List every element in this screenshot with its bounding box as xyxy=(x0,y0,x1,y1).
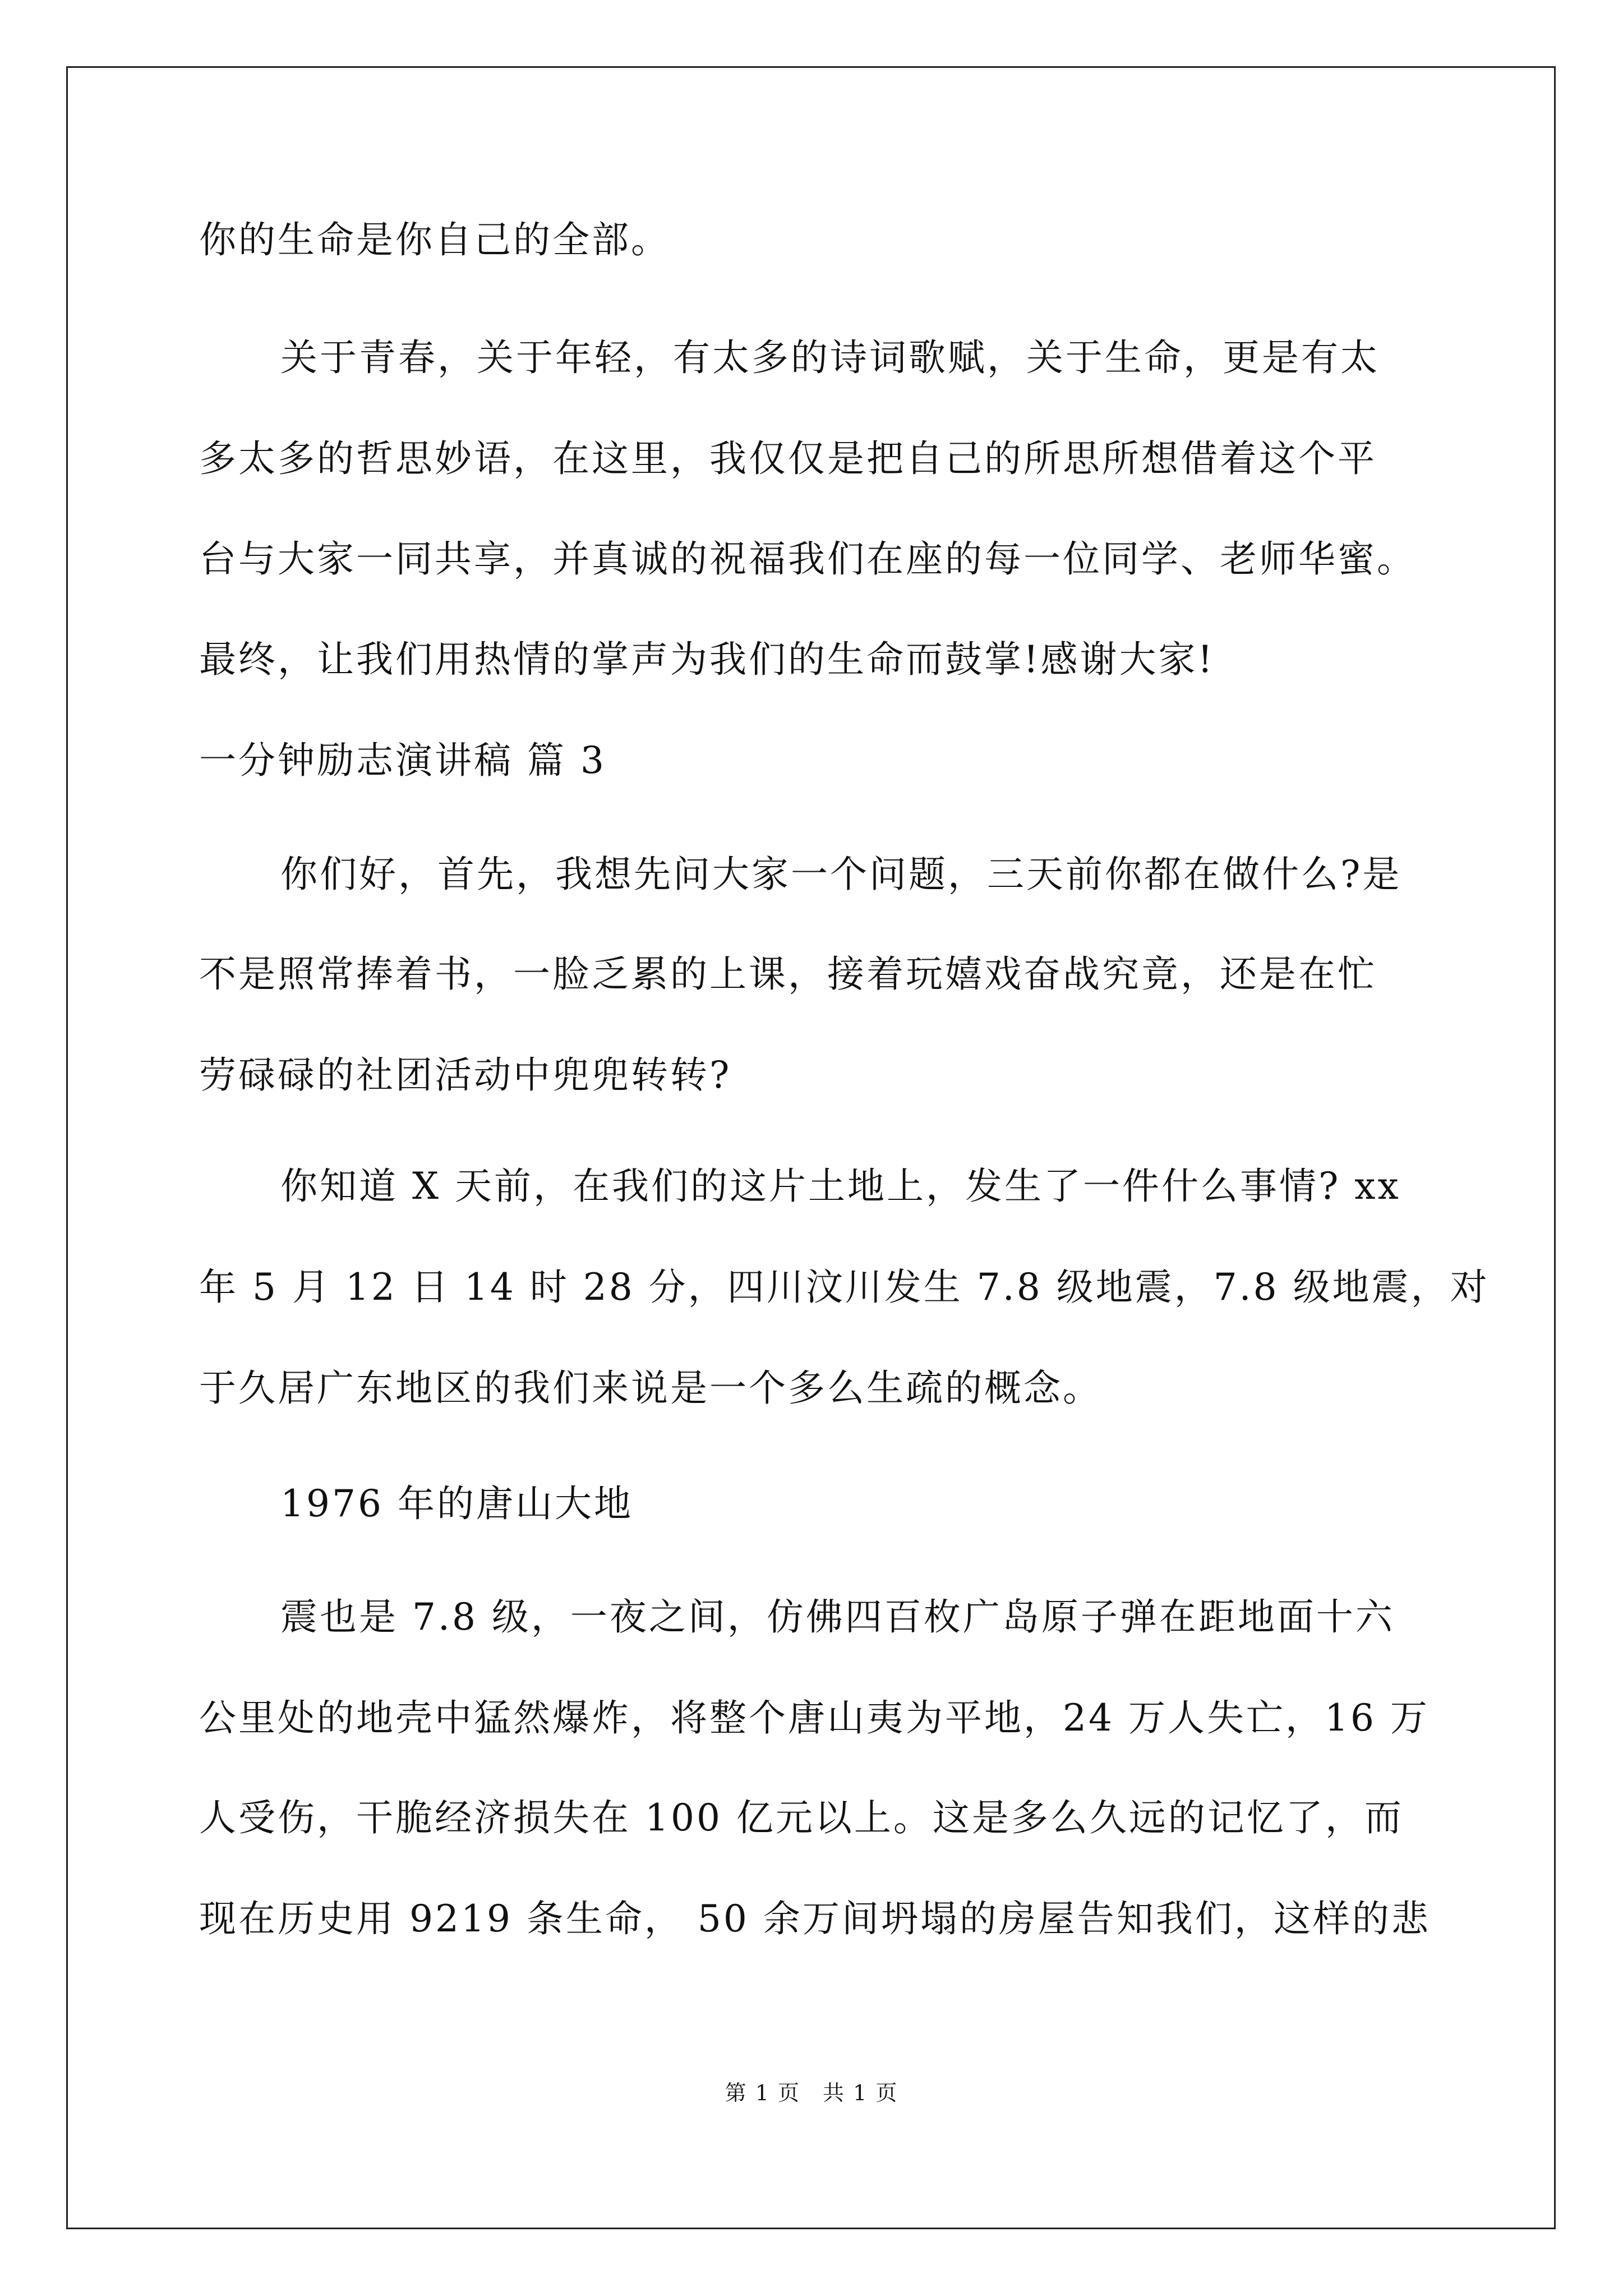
text-line: 你的生命是你自己的全部。 xyxy=(199,218,670,261)
text-line: 台与大家一同共享，并真诚的祝福我们在座的每一位同学、老师华蜜。 xyxy=(199,537,1416,581)
section-heading: 一分钟励志演讲稿 篇 3 xyxy=(199,739,606,782)
text-line: 你知道 X 天前，在我们的这片土地上，发生了一件什么事情? xx xyxy=(280,1165,1401,1208)
text-line: 你们好，首先，我想先问大家一个问题，三天前你都在做什么?是 xyxy=(280,853,1402,896)
text-line: 年 5 月 12 日 14 时 28 分，四川汶川发生 7.8 级地震，7.8 级地震，对 xyxy=(199,1266,1490,1309)
text-line: 最终，让我们用热情的掌声为我们的生命而鼓掌!感谢大家! xyxy=(199,638,1215,681)
text-line: 现在历史用 9219 条生命， 50 余万间坍塌的房屋告知我们，这样的悲 xyxy=(199,1897,1431,1940)
text-line: 关于青春，关于年轻，有太多的诗词歌赋，关于生命，更是有太 xyxy=(280,336,1380,379)
page-number-footer: 第 1 页 共 1 页 xyxy=(725,2081,898,2105)
text-line: 1976 年的唐山大地 xyxy=(280,1482,633,1525)
text-line: 公里处的地壳中猛然爆炸，将整个唐山夷为平地，24 万人失亡，16 万 xyxy=(199,1696,1430,1740)
text-line: 劳碌碌的社团活动中兜兜转转? xyxy=(199,1053,732,1097)
text-line: 于久居广东地区的我们来说是一个多么生疏的概念。 xyxy=(199,1366,1102,1410)
text-line: 多太多的哲思妙语，在这里，我仅仅是把自己的所思所想借着这个平 xyxy=(199,437,1377,480)
text-line: 人受伤，干脆经济损失在 100 亿元以上。这是多么久远的记忆了，而 xyxy=(199,1796,1404,1839)
text-line: 不是照常捧着书，一脸乏累的上课，接着玩嬉戏奋战究竟，还是在忙 xyxy=(199,953,1377,996)
text-line: 震也是 7.8 级，一夜之间，仿佛四百枚广岛原子弹在距地面十六 xyxy=(280,1595,1395,1639)
